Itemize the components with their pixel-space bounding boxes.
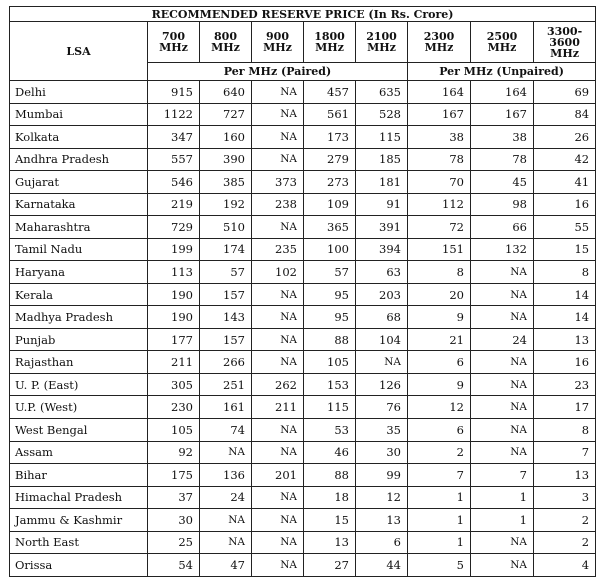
price-cell: 38 [408, 126, 471, 149]
lsa-cell: Bihar [10, 464, 148, 487]
price-cell: NA [252, 351, 304, 374]
price-cell: 305 [148, 373, 200, 396]
price-cell: NA [252, 103, 304, 126]
price-cell: 13 [304, 531, 356, 554]
price-cell: NA [252, 126, 304, 149]
price-cell: 12 [408, 396, 471, 419]
price-cell: 104 [356, 328, 408, 351]
price-cell: 173 [304, 126, 356, 149]
price-cell: NA [252, 216, 304, 239]
price-cell: 174 [200, 238, 252, 261]
price-cell: 391 [356, 216, 408, 239]
price-cell: NA [252, 554, 304, 577]
table-title: RECOMMENDED RESERVE PRICE (In Rs. Crore) [10, 7, 596, 22]
price-cell: 373 [252, 171, 304, 194]
price-cell: 164 [471, 81, 534, 104]
price-cell: 561 [304, 103, 356, 126]
price-cell: 88 [304, 328, 356, 351]
table-row [10, 328, 596, 351]
band-header: 2100 MHz [356, 22, 408, 63]
price-cell: 7 [471, 464, 534, 487]
table-row [10, 306, 596, 329]
price-cell: NA [471, 261, 534, 284]
table-row [10, 261, 596, 284]
price-cell: 729 [148, 216, 200, 239]
price-cell: NA [252, 441, 304, 464]
price-cell: 88 [304, 464, 356, 487]
band-header: 2300 MHz [408, 22, 471, 63]
table-row [10, 373, 596, 396]
table-row [10, 238, 596, 261]
table-body [10, 81, 596, 577]
price-cell: 45 [471, 171, 534, 194]
price-cell: 72 [408, 216, 471, 239]
price-cell: 238 [252, 193, 304, 216]
lsa-cell: Tamil Nadu [10, 238, 148, 261]
price-cell: 157 [200, 283, 252, 306]
price-cell: NA [252, 148, 304, 171]
lsa-cell: Rajasthan [10, 351, 148, 374]
price-cell: 54 [148, 554, 200, 577]
price-cell: 181 [356, 171, 408, 194]
table-row [10, 554, 596, 577]
price-cell: 84 [534, 103, 596, 126]
lsa-cell: Jammu & Kashmir [10, 509, 148, 532]
price-cell: 273 [304, 171, 356, 194]
price-cell: 167 [471, 103, 534, 126]
price-cell: 27 [304, 554, 356, 577]
table-row [10, 193, 596, 216]
price-cell: 6 [408, 418, 471, 441]
price-cell: 20 [408, 283, 471, 306]
price-cell: NA [471, 396, 534, 419]
price-cell: 160 [200, 126, 252, 149]
price-cell: 2 [534, 531, 596, 554]
price-cell: 16 [534, 351, 596, 374]
price-cell: NA [200, 509, 252, 532]
price-cell: 57 [200, 261, 252, 284]
price-cell: 8 [534, 418, 596, 441]
price-cell: 47 [200, 554, 252, 577]
lsa-column-header: LSA [10, 22, 148, 81]
price-cell: 3 [534, 486, 596, 509]
price-cell: 8 [534, 261, 596, 284]
lsa-cell: Orissa [10, 554, 148, 577]
price-cell: NA [471, 283, 534, 306]
price-cell: 151 [408, 238, 471, 261]
price-cell: 16 [534, 193, 596, 216]
lsa-cell: Kolkata [10, 126, 148, 149]
price-cell: 6 [356, 531, 408, 554]
table-row [10, 81, 596, 104]
band-header: 2500 MHz [471, 22, 534, 63]
table-row [10, 216, 596, 239]
table-row [10, 486, 596, 509]
price-cell: 37 [148, 486, 200, 509]
table-row [10, 283, 596, 306]
price-cell: 100 [304, 238, 356, 261]
price-cell: 105 [304, 351, 356, 374]
price-cell: 25 [148, 531, 200, 554]
lsa-cell: Madhya Pradesh [10, 306, 148, 329]
price-cell: NA [471, 531, 534, 554]
price-cell: 99 [356, 464, 408, 487]
price-cell: 102 [252, 261, 304, 284]
price-cell: 640 [200, 81, 252, 104]
price-cell: 92 [148, 441, 200, 464]
lsa-cell: Mumbai [10, 103, 148, 126]
price-cell: 23 [534, 373, 596, 396]
price-cell: NA [252, 509, 304, 532]
price-cell: 9 [408, 373, 471, 396]
price-cell: 164 [408, 81, 471, 104]
price-cell: 235 [252, 238, 304, 261]
price-cell: 46 [304, 441, 356, 464]
price-cell: 1 [408, 486, 471, 509]
price-cell: 9 [408, 306, 471, 329]
price-cell: NA [471, 418, 534, 441]
price-cell: 457 [304, 81, 356, 104]
price-cell: 185 [356, 148, 408, 171]
price-cell: 41 [534, 171, 596, 194]
price-cell: 557 [148, 148, 200, 171]
price-cell: 365 [304, 216, 356, 239]
table-row [10, 171, 596, 194]
lsa-cell: West Bengal [10, 418, 148, 441]
table-row [10, 464, 596, 487]
price-cell: 915 [148, 81, 200, 104]
price-cell: NA [252, 531, 304, 554]
table-row [10, 441, 596, 464]
price-cell: 6 [408, 351, 471, 374]
price-cell: 192 [200, 193, 252, 216]
price-cell: 69 [534, 81, 596, 104]
price-cell: 30 [356, 441, 408, 464]
table-row [10, 531, 596, 554]
price-cell: 109 [304, 193, 356, 216]
price-cell: 203 [356, 283, 408, 306]
price-cell: 24 [471, 328, 534, 351]
price-cell: 190 [148, 283, 200, 306]
price-cell: 15 [534, 238, 596, 261]
price-cell: 13 [356, 509, 408, 532]
lsa-cell: Punjab [10, 328, 148, 351]
lsa-cell: Himachal Pradesh [10, 486, 148, 509]
price-cell: 7 [534, 441, 596, 464]
price-cell: 44 [356, 554, 408, 577]
lsa-cell: U. P. (East) [10, 373, 148, 396]
lsa-cell: Maharashtra [10, 216, 148, 239]
price-cell: 15 [304, 509, 356, 532]
price-cell: 70 [408, 171, 471, 194]
price-cell: 347 [148, 126, 200, 149]
price-cell: NA [471, 351, 534, 374]
price-cell: 57 [304, 261, 356, 284]
lsa-cell: Karnataka [10, 193, 148, 216]
price-cell: 74 [200, 418, 252, 441]
price-cell: NA [252, 81, 304, 104]
price-cell: 390 [200, 148, 252, 171]
price-cell: NA [252, 418, 304, 441]
price-cell: 30 [148, 509, 200, 532]
price-cell: NA [252, 328, 304, 351]
price-cell: 161 [200, 396, 252, 419]
band-header: 3300-3600 MHz [534, 22, 596, 63]
price-cell: 95 [304, 306, 356, 329]
price-cell: 8 [408, 261, 471, 284]
band-header: 700 MHz [148, 22, 200, 63]
price-cell: 12 [356, 486, 408, 509]
price-cell: 727 [200, 103, 252, 126]
price-cell: NA [252, 486, 304, 509]
table-row [10, 103, 596, 126]
price-cell: 21 [408, 328, 471, 351]
price-cell: 76 [356, 396, 408, 419]
price-cell: NA [471, 306, 534, 329]
price-cell: 26 [534, 126, 596, 149]
price-cell: 95 [304, 283, 356, 306]
paired-subheader: Per MHz (Paired) [148, 63, 408, 81]
price-cell: 132 [471, 238, 534, 261]
price-cell: 113 [148, 261, 200, 284]
price-cell: 2 [408, 441, 471, 464]
price-cell: 219 [148, 193, 200, 216]
band-header: 800 MHz [200, 22, 252, 63]
price-cell: 13 [534, 328, 596, 351]
price-cell: 635 [356, 81, 408, 104]
price-cell: 394 [356, 238, 408, 261]
price-cell: 78 [471, 148, 534, 171]
table-row [10, 396, 596, 419]
price-cell: 17 [534, 396, 596, 419]
price-cell: 211 [148, 351, 200, 374]
band-header: 1800 MHz [304, 22, 356, 63]
reserve-price-table [9, 6, 596, 577]
price-cell: 1 [408, 531, 471, 554]
price-cell: NA [252, 306, 304, 329]
price-cell: NA [471, 441, 534, 464]
price-cell: NA [200, 441, 252, 464]
price-cell: 66 [471, 216, 534, 239]
price-cell: 262 [252, 373, 304, 396]
price-cell: NA [471, 373, 534, 396]
lsa-cell: North East [10, 531, 148, 554]
price-cell: 153 [304, 373, 356, 396]
price-cell: 42 [534, 148, 596, 171]
price-cell: 53 [304, 418, 356, 441]
price-cell: 2 [534, 509, 596, 532]
price-cell: 68 [356, 306, 408, 329]
price-cell: 35 [356, 418, 408, 441]
price-cell: 546 [148, 171, 200, 194]
price-cell: 98 [471, 193, 534, 216]
price-cell: 510 [200, 216, 252, 239]
price-cell: 201 [252, 464, 304, 487]
price-cell: NA [252, 283, 304, 306]
price-cell: 211 [252, 396, 304, 419]
table-row [10, 148, 596, 171]
price-cell: 38 [471, 126, 534, 149]
lsa-cell: U.P. (West) [10, 396, 148, 419]
table-row [10, 126, 596, 149]
price-cell: 18 [304, 486, 356, 509]
table-row [10, 351, 596, 374]
price-cell: 266 [200, 351, 252, 374]
price-cell: 528 [356, 103, 408, 126]
price-cell: 251 [200, 373, 252, 396]
price-cell: 78 [408, 148, 471, 171]
price-cell: 1 [408, 509, 471, 532]
table-row [10, 418, 596, 441]
price-cell: 55 [534, 216, 596, 239]
price-cell: 7 [408, 464, 471, 487]
price-cell: 14 [534, 283, 596, 306]
price-cell: NA [471, 554, 534, 577]
price-cell: 105 [148, 418, 200, 441]
lsa-cell: Andhra Pradesh [10, 148, 148, 171]
lsa-cell: Haryana [10, 261, 148, 284]
price-cell: NA [200, 531, 252, 554]
price-cell: 136 [200, 464, 252, 487]
price-cell: 112 [408, 193, 471, 216]
price-cell: 63 [356, 261, 408, 284]
lsa-cell: Delhi [10, 81, 148, 104]
price-cell: 91 [356, 193, 408, 216]
band-header: 900 MHz [252, 22, 304, 63]
price-cell: 175 [148, 464, 200, 487]
price-cell: 279 [304, 148, 356, 171]
price-cell: 126 [356, 373, 408, 396]
lsa-cell: Kerala [10, 283, 148, 306]
price-cell: 14 [534, 306, 596, 329]
price-cell: 190 [148, 306, 200, 329]
lsa-cell: Gujarat [10, 171, 148, 194]
price-cell: 1 [471, 486, 534, 509]
price-cell: 385 [200, 171, 252, 194]
price-cell: 1 [471, 509, 534, 532]
unpaired-subheader: Per MHz (Unpaired) [408, 63, 596, 81]
price-cell: 230 [148, 396, 200, 419]
price-cell: 5 [408, 554, 471, 577]
price-cell: 143 [200, 306, 252, 329]
table-row [10, 509, 596, 532]
price-cell: NA [356, 351, 408, 374]
price-cell: 4 [534, 554, 596, 577]
price-cell: 157 [200, 328, 252, 351]
price-cell: 1122 [148, 103, 200, 126]
price-cell: 177 [148, 328, 200, 351]
price-cell: 13 [534, 464, 596, 487]
price-cell: 167 [408, 103, 471, 126]
price-cell: 115 [356, 126, 408, 149]
price-cell: 24 [200, 486, 252, 509]
price-cell: 199 [148, 238, 200, 261]
price-cell: 115 [304, 396, 356, 419]
lsa-cell: Assam [10, 441, 148, 464]
